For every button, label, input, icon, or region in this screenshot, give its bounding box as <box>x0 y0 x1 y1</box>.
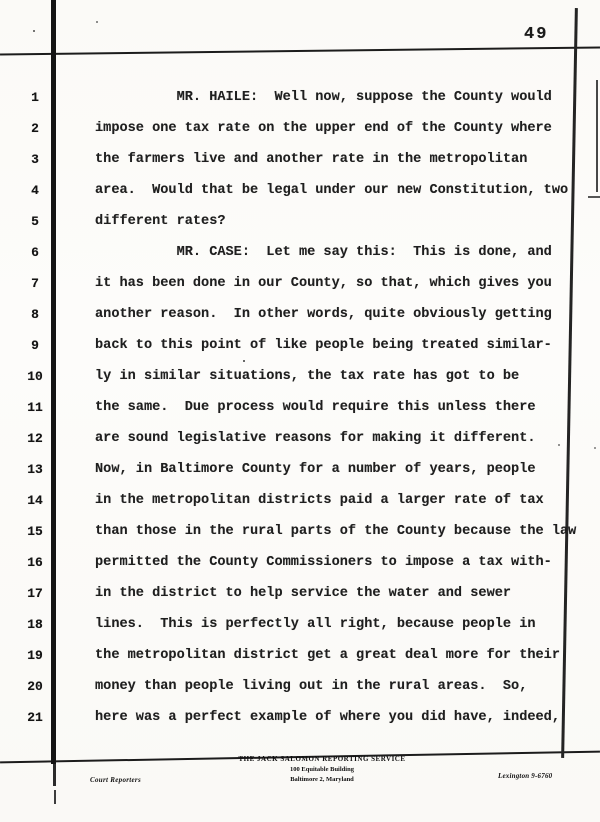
left-margin-rule-tail <box>53 764 56 786</box>
line-text: the metropolitan district get a great deal more for their <box>95 648 560 663</box>
page-number: 49 <box>524 25 549 44</box>
footer-city: Baltimore 2, Maryland <box>290 776 354 783</box>
scan-speck <box>33 30 35 32</box>
transcript-line <box>0 245 600 262</box>
line-text: are sound legislative reasons for making it different. <box>95 431 536 446</box>
line-number: 4 <box>31 183 39 198</box>
transcript-line <box>0 121 600 138</box>
line-number: 9 <box>31 338 39 353</box>
footer-phone: Lexington 9-6760 <box>498 772 553 780</box>
left-margin-rule-tail <box>54 790 56 804</box>
transcript-line <box>0 555 600 572</box>
line-number: 20 <box>27 679 43 694</box>
line-number: 10 <box>27 369 43 384</box>
line-text: different rates? <box>95 214 226 229</box>
transcript-line <box>0 369 600 386</box>
line-text: money than people living out in the rural areas. So, <box>95 679 528 694</box>
transcript-line <box>0 524 600 541</box>
line-text: permitted the County Commissioners to impose a tax with- <box>95 555 552 570</box>
line-number: 5 <box>31 214 39 229</box>
footer-court-reporters: Court Reporters <box>90 776 141 784</box>
transcript-line <box>0 400 600 417</box>
line-number: 12 <box>27 431 43 446</box>
transcript-line <box>0 462 600 479</box>
line-number: 14 <box>27 493 43 508</box>
line-text: back to this point of like people being treated similar- <box>95 338 552 353</box>
line-text: MR. CASE: Let me say this: This is done, and <box>95 245 552 260</box>
line-text: another reason. In other words, quite obviously getting <box>95 307 552 322</box>
line-text: area. Would that be legal under our new Constitution, two <box>95 183 569 198</box>
transcript-line <box>0 276 600 293</box>
footer-reporting-service <box>222 755 422 783</box>
scan-speck <box>243 360 245 362</box>
line-text: ly in similar situations, the tax rate has got to be <box>95 369 520 384</box>
line-text: here was a perfect example of where you did have, indeed, <box>95 710 560 725</box>
transcript-line <box>0 183 600 200</box>
line-text: impose one tax rate on the upper end of the County where <box>95 121 552 136</box>
line-number: 6 <box>31 245 39 260</box>
transcript-line <box>0 338 600 355</box>
line-number: 15 <box>27 524 43 539</box>
line-number: 3 <box>31 152 39 167</box>
transcript-line <box>0 431 600 448</box>
transcript-line <box>0 214 600 231</box>
transcript-line <box>0 586 600 603</box>
line-number: 7 <box>31 276 39 291</box>
footer-address: 100 Equitable Building <box>290 766 354 773</box>
line-number: 11 <box>27 400 43 415</box>
line-text: the farmers live and another rate in the metropolitan <box>95 152 528 167</box>
line-text: the same. Due process would require this unless there <box>95 400 536 415</box>
line-number: 1 <box>31 90 39 105</box>
footer-company-name: THE JACK SALOMON REPORTING SERVICE <box>238 755 406 763</box>
line-number: 8 <box>31 307 39 322</box>
line-number: 17 <box>27 586 43 601</box>
transcript-line <box>0 307 600 324</box>
scan-speck <box>96 21 98 23</box>
line-number: 18 <box>27 617 43 632</box>
line-text: than those in the rural parts of the County because the law <box>95 524 577 539</box>
transcript-line <box>0 152 600 169</box>
transcript-line <box>0 648 600 665</box>
line-text: MR. HAILE: Well now, suppose the County would <box>95 90 552 105</box>
line-number: 19 <box>27 648 43 663</box>
top-rule <box>0 46 600 55</box>
transcript-line <box>0 617 600 634</box>
transcript-line <box>0 493 600 510</box>
line-text: in the metropolitan districts paid a larger rate of tax <box>95 493 544 508</box>
line-text: Now, in Baltimore County for a number of years, people <box>95 462 536 477</box>
line-text: lines. This is perfectly all right, because people in <box>95 617 536 632</box>
transcript-line <box>0 710 600 727</box>
transcript-line <box>0 90 600 107</box>
transcript-line <box>0 679 600 696</box>
line-number: 13 <box>27 462 43 477</box>
line-number: 2 <box>31 121 39 136</box>
line-text: in the district to help service the water and sewer <box>95 586 512 601</box>
line-text: it has been done in our County, so that, which gives you <box>95 276 552 291</box>
line-number: 21 <box>27 710 43 725</box>
line-number: 16 <box>27 555 43 570</box>
